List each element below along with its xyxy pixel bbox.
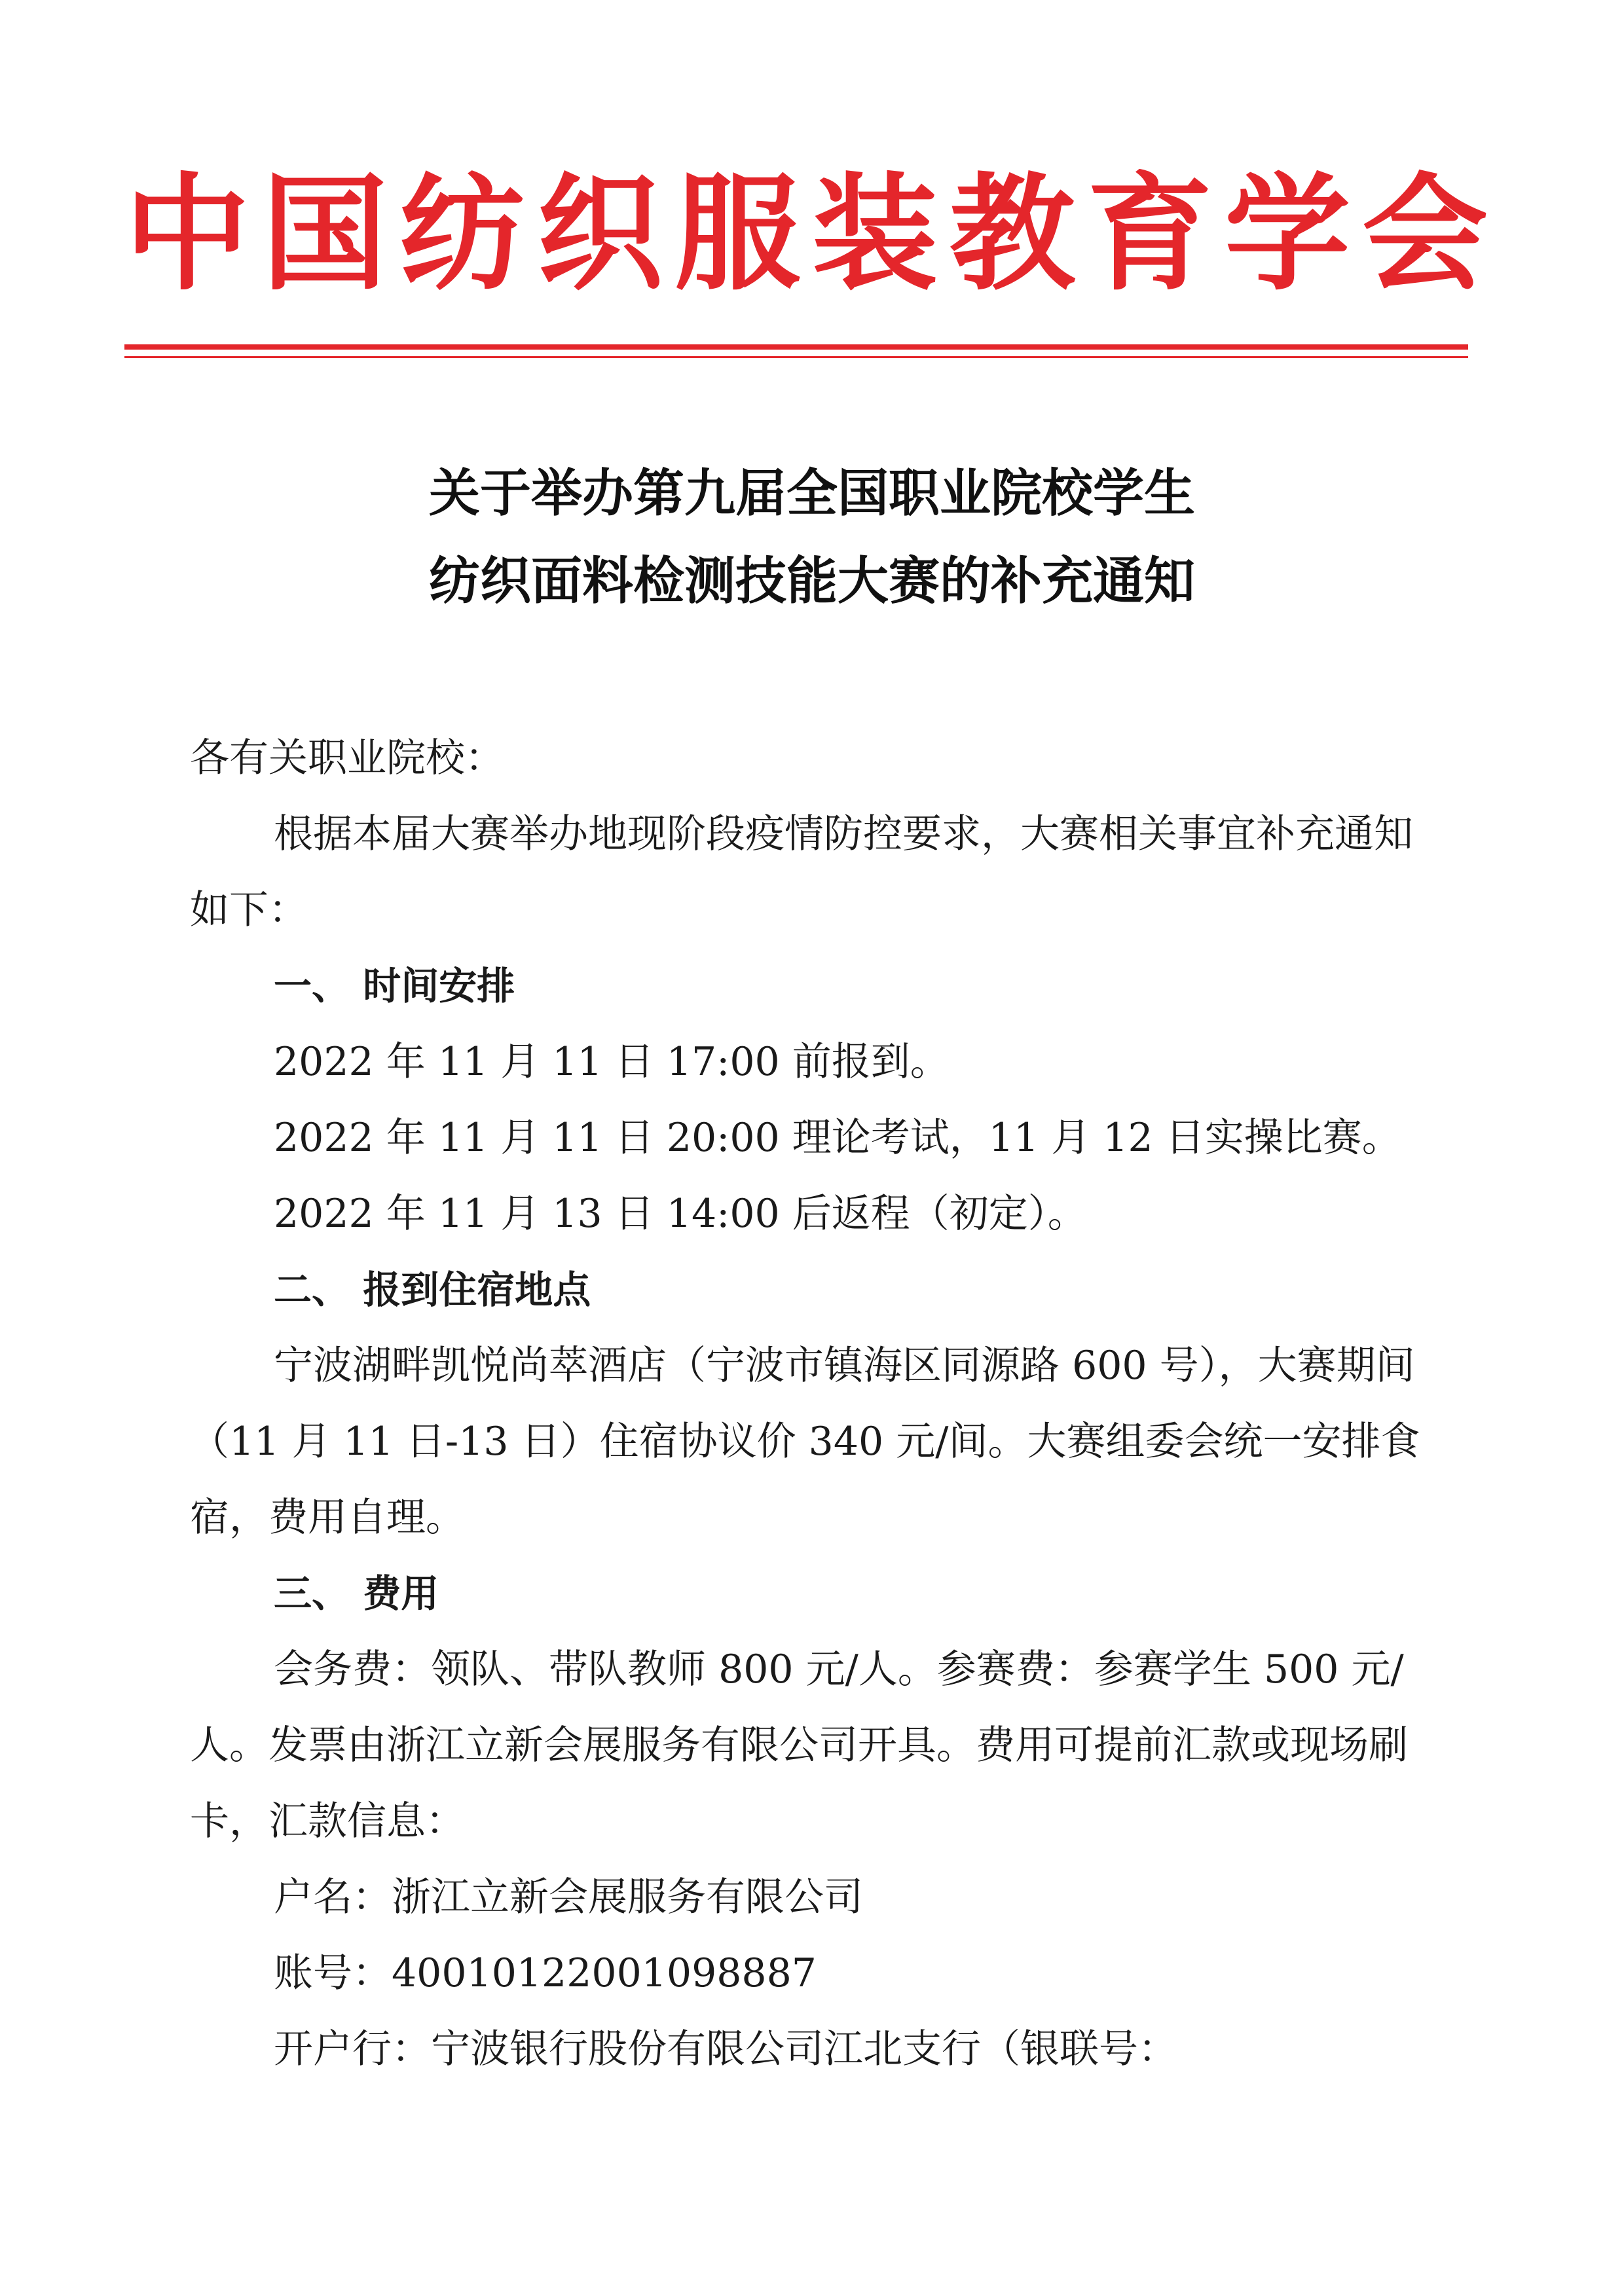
letterhead-org-name: 中国纺织服装教育学会 [124,160,1500,308]
bank-name: 开户行：宁波银行股份有限公司江北支行（银联号： [274,2026,1177,2072]
document-body-intro [190,720,1434,948]
section-line: 会务费：领队、带队教师 800 元/人。参赛费：参赛学生 500 元/人。发票由浙江立新会展服务有限公司开具。费用可提前汇款或现场刷卡，汇款信息： [190,1647,1408,1844]
section-schedule [190,948,1434,1252]
section-heading: 三、 费用 [274,1571,439,1616]
document-title-line-1: 关于举办第九届全国职业院校学生 [428,464,1195,523]
account-number: 账号：40010122001098887 [274,1950,817,1996]
section-line: 宁波湖畔凯悦尚萃酒店（宁波市镇海区同源路 600 号），大赛期间（11 月 11 日-13 日）住宿协议价 340 元/间。大赛组委会统一安排食宿，费用自理。 [190,1343,1420,1540]
section-heading: 一、 时间安排 [274,964,515,1008]
document-title-line-2: 纺织面料检测技能大赛的补充通知 [428,551,1195,611]
section-line: 2022 年 11 月 11 日 17:00 前报到。 [274,1039,950,1085]
salutation: 各有关职业院校： [190,735,504,781]
letterhead-rule-thick [124,344,1468,350]
section-heading: 二、 报到住宿地点 [274,1267,591,1312]
section-fees [190,1556,1434,2087]
account-name: 户名：浙江立新会展服务有限公司 [274,1874,863,1920]
section-venue [190,1252,1434,1556]
intro-paragraph: 根据本届大赛举办地现阶段疫情防控要求，大赛相关事宜补充通知如下： [190,811,1413,933]
section-line: 2022 年 11 月 11 日 20:00 理论考试，11 月 12 日实操比赛。 [274,1115,1401,1161]
section-line: 2022 年 11 月 13 日 14:00 后返程（初定）。 [274,1191,1087,1237]
letterhead-rule-thin [124,356,1468,358]
